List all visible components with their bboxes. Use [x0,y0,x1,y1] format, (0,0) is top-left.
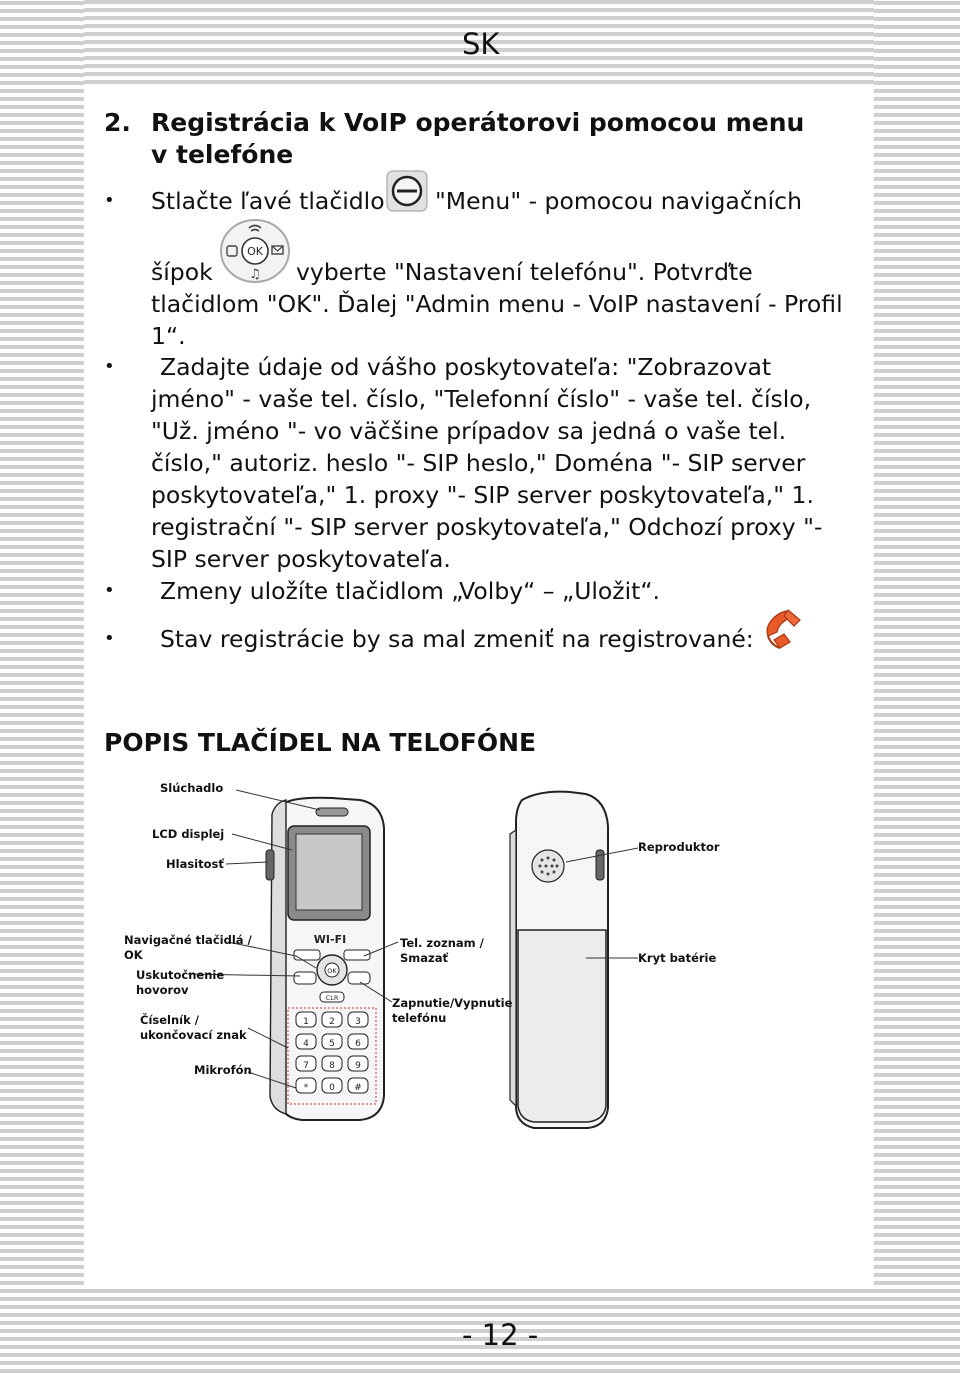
label-keypad-line2: ukončovací znak [140,1028,247,1042]
svg-text:OK: OK [247,245,263,258]
buttons-description-heading: POPIS TLAČÍDEL NA TELOFÓNE [104,728,537,757]
keypad-key-label: # [354,1083,362,1093]
end-key-icon [348,972,370,984]
speaker-grill-icon [532,850,564,882]
label-phonebook-line1: Tel. zoznam / [400,936,484,950]
bullet3-line1: Zmeny uložíte tlačidlom „Volby“ – „Uložit“. [160,577,661,605]
label-keypad-line1: Číselník / [140,1013,199,1027]
keypad-key-label: * [303,1083,309,1093]
bullet2-line1: Zadajte údaje od vášho poskytovateľa: "Zobrazovat [160,353,772,381]
bullet-dot: • [104,580,115,601]
section-title-line1: Registrácia k VoIP operátorovi pomocou menu [151,108,805,137]
battery-cover [518,930,606,1122]
label-speaker: Reproduktor [638,840,720,854]
svg-text:♫: ♫ [249,267,261,282]
keypad-key-label: 1 [303,1017,309,1027]
page-border-right [874,0,960,1373]
bullet-dot: • [104,628,115,649]
bullet2-line5: poskytovateľa," 1. proxy "- SIP server poskytovateľa," 1. [151,481,814,509]
label-phonebook-line2: Smazať [400,951,448,965]
menu-key-icon [386,170,428,212]
lcd-screen [296,834,362,910]
bullet1-text-a: Stlačte ľavé tlačidlo [151,187,385,215]
bullet1-text-c: šípok [151,258,213,286]
back-phone-side [510,830,516,1106]
label-call-line1: Uskutočnenie [136,968,225,982]
call-key-icon [294,972,316,984]
keypad-key-label: 3 [355,1017,361,1027]
keypad-key-label: 7 [303,1061,309,1071]
bullet2-line2: jméno" - vaše tel. číslo, "Telefonní číslo" - vaše tel. číslo, [151,385,812,413]
bullet2-line6: registrační "- SIP server poskytovateľa," Odchozí proxy "- [151,513,823,541]
softkey-left-icon [294,950,320,960]
bullet1-text-b: "Menu" - pomocou navigačních [435,187,802,215]
keypad-key-label: 6 [355,1039,361,1049]
label-navigation-line1: Navigačné tlačidlá / [124,933,252,947]
keypad-key-label: 0 [329,1083,335,1093]
keypad-key-label: 4 [303,1039,309,1049]
label-volume: Hlasitosť [166,857,224,871]
ok-key-label: OK [327,967,337,975]
label-lcd: LCD displej [152,827,225,841]
label-power-line1: Zapnutie/Vypnutie [392,996,513,1010]
keypad-key-label: 8 [329,1061,335,1071]
bullet1-text-f: 1“. [151,322,186,350]
section-title-line2: v telefóne [151,140,294,169]
earpiece-icon [316,808,348,816]
volume-key-icon [266,850,274,880]
label-call-line2: hovorov [136,983,189,997]
language-code: SK [462,27,500,61]
brand-label: WI-FI [313,933,347,946]
label-microphone: Mikrofón [194,1063,252,1077]
bullet4-line1: Stav registrácie by sa mal zmeniť na registrované: [160,625,754,653]
navigation-keys-icon [219,218,291,284]
label-navigation-line2: OK [124,948,143,962]
registered-phone-icon [760,606,806,652]
bullet1-text-e: tlačidlom "OK". Ďalej "Admin menu - VoIP nastavení - Profil [151,290,843,318]
bullet2-line4: číslo," autoriz. heslo "- SIP heslo," Doména "- SIP server [151,449,806,477]
bullet2-line7: SIP server poskytovateľa. [151,545,451,573]
clr-key-label: CLR [325,994,339,1002]
page-border-left [0,0,84,1373]
bullet-dot: • [104,190,115,211]
front-phone-side [270,800,286,1114]
page-number: - 12 - [462,1318,539,1352]
keypad-key-label: 2 [329,1017,335,1027]
keypad-key-label: 5 [329,1039,335,1049]
label-battery-cover: Kryt batérie [638,951,717,965]
bullet-dot: • [104,356,115,377]
label-earpiece: Slúchadlo [160,781,224,795]
label-power-line2: telefónu [392,1011,447,1025]
bullet1-text-d: vyberte "Nastavení telefónu". Potvrďte [296,258,753,286]
bullet2-line3: "Už. jméno "- vo väčšine prípadov sa jedná o vaše tel. [151,417,787,445]
section-number: 2. [104,108,131,137]
keypad-key-label: 9 [355,1061,361,1071]
